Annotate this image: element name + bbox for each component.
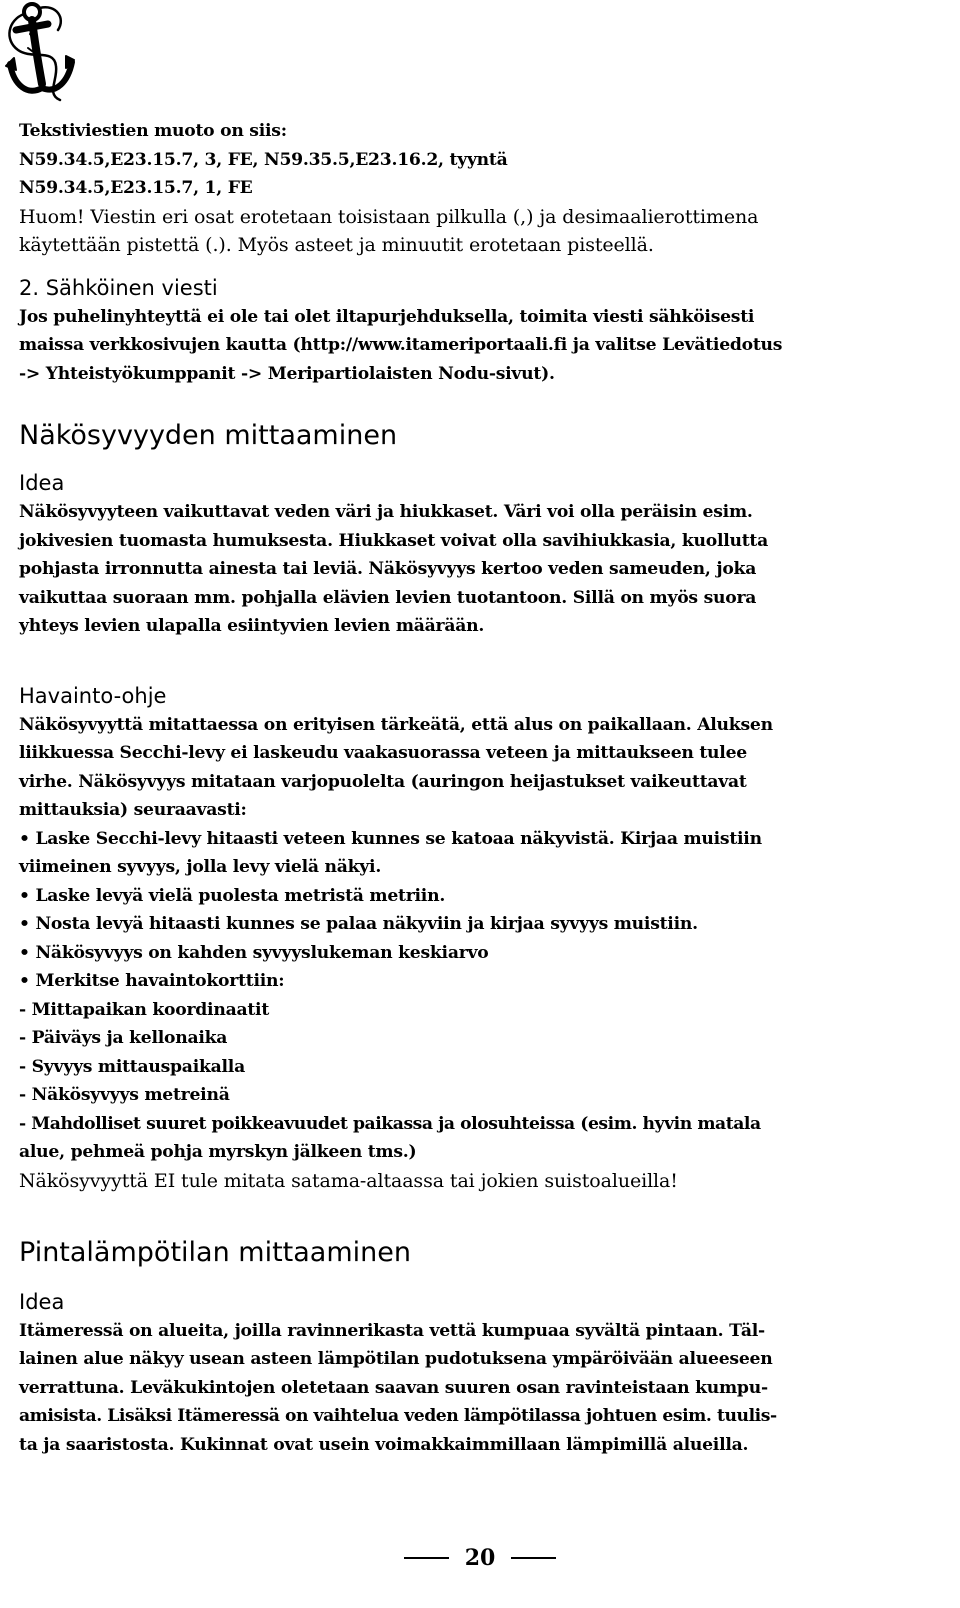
list-item: - Mittapaikan koordinaatit bbox=[19, 999, 270, 1020]
page-footer bbox=[0, 1544, 960, 1572]
text-line: Tekstiviestien muoto on siis: bbox=[19, 121, 287, 141]
text-line: alue, pehmeä pohja myrskyn jälkeen tms.) bbox=[19, 1142, 417, 1162]
text-line: liikkuessa Secchi-levy ei laskeudu vaakasuorassa veteen ja mittaukseen tulee bbox=[19, 743, 747, 763]
observation-guide-heading: Havainto-ohje bbox=[19, 683, 167, 708]
text-line: Huom! Viestin eri osat erotetaan toisistaan pilkulla (,) ja desimaalierottimena bbox=[19, 205, 759, 228]
list-item: - Syvyys mittauspaikalla bbox=[19, 1056, 245, 1077]
text-line: Näkösyvyyteen vaikuttavat veden väri ja hiukkaset. Väri voi olla peräisin esim. bbox=[19, 502, 753, 522]
temperature-idea-heading: Idea bbox=[19, 1289, 65, 1314]
text-line: käytettään pistettä (.). Myös asteet ja minuutit erotetaan pisteellä. bbox=[19, 233, 654, 256]
text-line: -> Yhteistyökumppanit -> Meripartiolaisten Nodu-sivut). bbox=[19, 363, 555, 384]
sms-format-section bbox=[19, 117, 944, 203]
text-line: mittauksia) seuraavasti: bbox=[19, 800, 247, 820]
list-item: • Laske levyä vielä puolesta metristä metriin. bbox=[19, 885, 446, 906]
text-line: N59.34.5,E23.15.7, 1, FE bbox=[19, 178, 253, 198]
list-item: - Näkösyvyys metreinä bbox=[19, 1085, 230, 1105]
visibility-heading: Näkösyvyyden mittaaminen bbox=[19, 420, 398, 451]
text-line: vaikuttaa suoraan mm. pohjalla elävien levien tuotantoon. Sillä on myös suora bbox=[19, 587, 757, 608]
list-item: • Näkösyvyys on kahden syvyyslukeman keskiarvo bbox=[19, 942, 489, 963]
text-line: Näkösyvyyttä mitattaessa on erityisen tärkeätä, että alus on paikallaan. Aluksen bbox=[19, 714, 773, 735]
warning-text: Näkösyvyyttä EI tule mitata satama-altaassa tai jokien suistoalueilla! bbox=[19, 1169, 678, 1192]
anchor-logo-icon bbox=[2, 0, 76, 106]
footer-dash-right bbox=[511, 1557, 556, 1559]
text-line: jokivesien tuomasta humuksesta. Hiukkaset voivat olla savihiukkasia, kuollutta bbox=[19, 530, 769, 551]
text-line: ta ja saaristosta. Kukinnat ovat usein voimakkaimmillaan lämpimillä alueilla. bbox=[19, 1434, 749, 1455]
text-line: yhteys levien ulapalla esiintyvien levien määrään. bbox=[19, 616, 485, 636]
text-line: Jos puhelinyhteyttä ei ole tai olet iltapurjehduksella, toimita viesti sähköisesti bbox=[19, 306, 755, 327]
text-line: verrattuna. Leväkukintojen oletetaan saavan suuren osan ravinteistaan kumpu- bbox=[19, 1377, 768, 1398]
list-item: • Merkitse havaintokorttiin: bbox=[19, 971, 285, 991]
list-item: - Päiväys ja kellonaika bbox=[19, 1028, 228, 1048]
text-line: viimeinen syvyys, jolla levy vielä näkyi. bbox=[19, 857, 382, 877]
electronic-message-paragraph bbox=[19, 303, 944, 389]
observation-guide-paragraph bbox=[19, 711, 944, 1167]
list-item: • Laske Secchi-levy hitaasti veteen kunnes se katoaa näkyvistä. Kirjaa muistiin bbox=[19, 828, 762, 849]
text-line: Itämeressä on alueita, joilla ravinnerikasta vettä kumpuaa syvältä pintaan. Täl- bbox=[19, 1320, 765, 1341]
page-content bbox=[19, 117, 944, 1459]
visibility-idea-heading: Idea bbox=[19, 471, 65, 495]
text-line: virhe. Näkösyvyys mitataan varjopuolelta (auringon heijastukset vaikeuttavat bbox=[19, 771, 747, 792]
page-number: 20 bbox=[464, 1545, 496, 1571]
temperature-heading: Pintalämpötilan mittaaminen bbox=[19, 1236, 411, 1268]
list-item: - Mahdolliset suuret poikkeavuudet paikassa ja olosuhteissa (esim. hyvin matala bbox=[19, 1113, 761, 1134]
text-line: lainen alue näkyy usean asteen lämpötilan pudotuksena ympäröivään alueeseen bbox=[19, 1349, 773, 1369]
footer-dash-left bbox=[404, 1557, 449, 1559]
electronic-message-heading: 2. Sähköinen viesti bbox=[19, 275, 218, 300]
text-line: maissa verkkosivujen kautta (http://www.itameriportaali.fi ja valitse Levätiedotus bbox=[19, 335, 783, 355]
text-line: amisista. Lisäksi Itämeressä on vaihtelua veden lämpötilassa johtuen esim. tuulis- bbox=[19, 1406, 777, 1426]
temperature-idea-paragraph bbox=[19, 1317, 944, 1460]
text-line: N59.34.5,E23.15.7, 3, FE, N59.35.5,E23.16.2, tyyntä bbox=[19, 149, 508, 170]
visibility-idea-paragraph bbox=[19, 498, 944, 641]
list-item: • Nosta levyä hitaasti kunnes se palaa näkyviin ja kirjaa syvyys muistiin. bbox=[19, 914, 698, 934]
text-line: pohjasta irronnutta ainesta tai leviä. Näkösyvyys kertoo veden sameuden, joka bbox=[19, 559, 757, 579]
note-paragraph bbox=[19, 203, 944, 259]
